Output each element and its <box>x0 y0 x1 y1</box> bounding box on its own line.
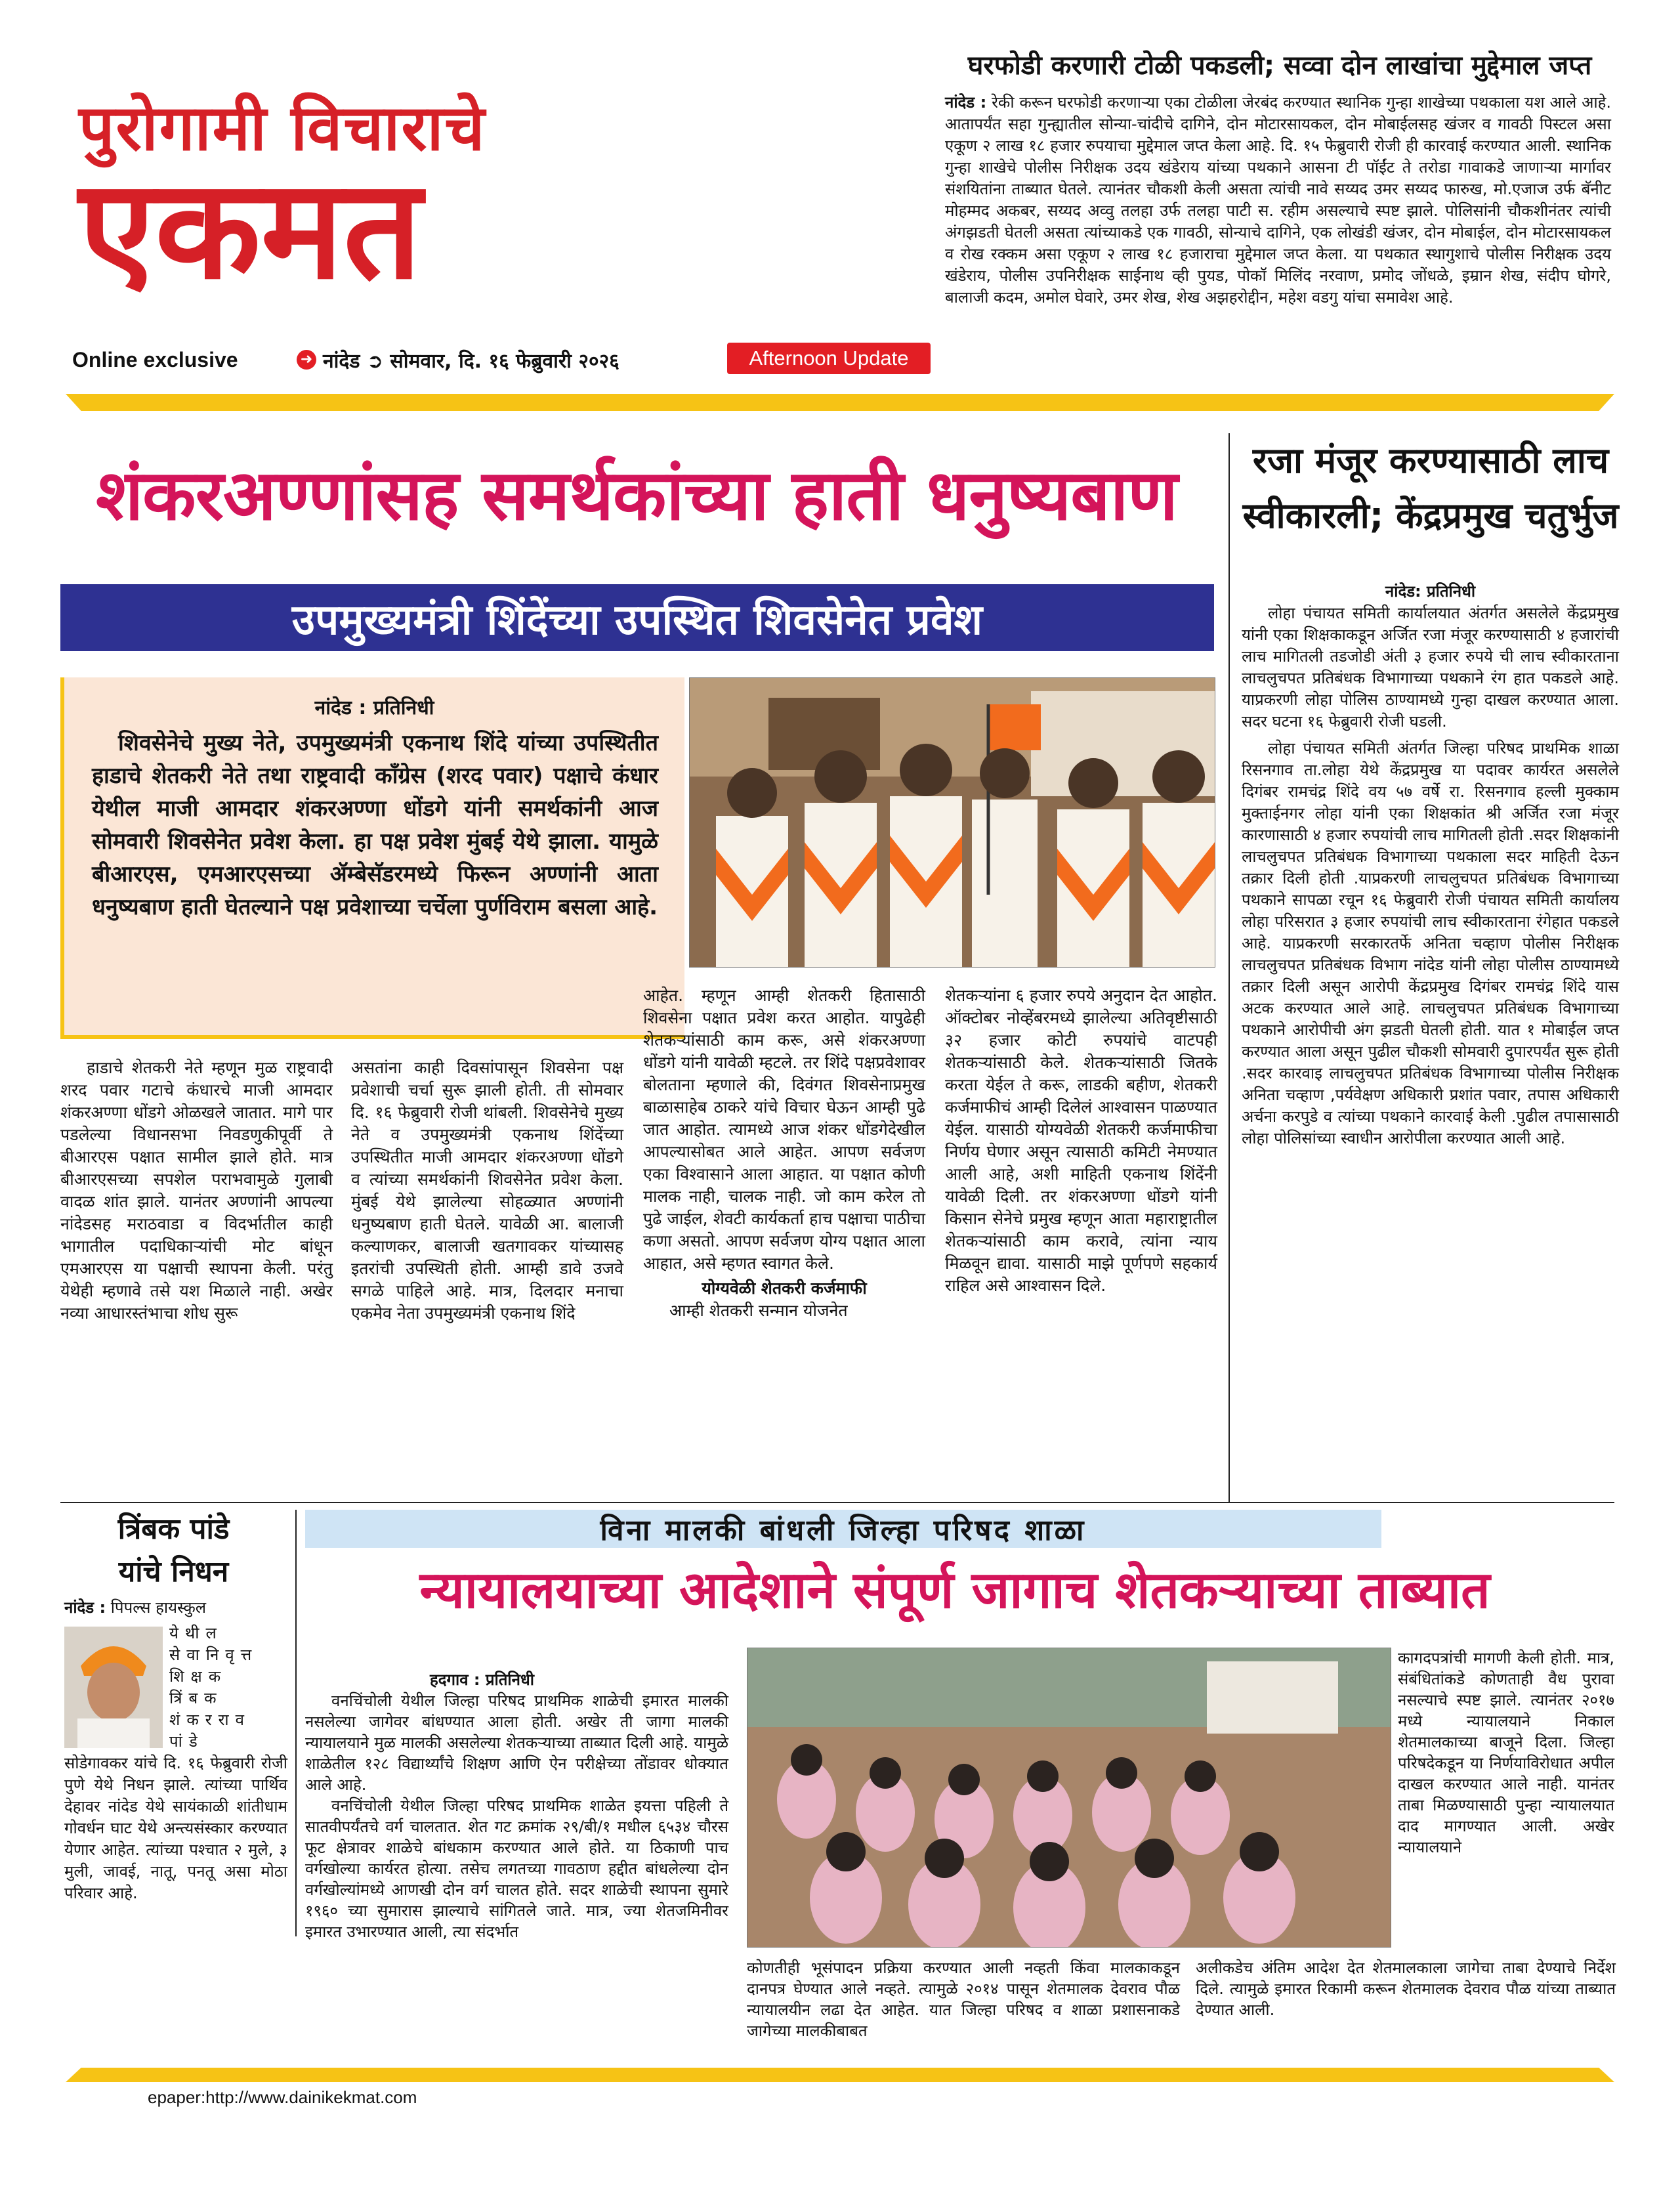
top-story-headline: घरफोडी करणारी टोळी पकडली; सव्वा दोन लाखांचा मुद्देमाल जप्त <box>967 51 1592 81</box>
obituary-body <box>64 1753 287 1904</box>
school-kicker-bar <box>305 1510 1381 1548</box>
bribe-byline: नांदेड: प्रतिनिधी <box>1385 582 1476 601</box>
lead-byline: नांदेड : प्रतिनिधी <box>314 696 434 719</box>
school-col-bottom-right <box>1196 1957 1616 2020</box>
school-col-mid <box>747 1957 1180 2041</box>
school-body-2: वनचिंचोली येथील जिल्हा परिषद प्राथमिक शाळेत इयत्ता पहिली ते सातवीपर्यंतचे वर्ग चालतात. शेत गट क्रमांक २९/बी/१ मधील ६५३४ चौरस फूट क्षेत्रावर शाळेचे बांधकाम करण्यात आले होते. या ठिकाणी पाच वर्गखोल्या कार्यरत होत्या. तसेच लगतच्या गावठाण हद्दीत बांधलेल्या दोन वर्गखोल्यांमध्ये आणखी दोन वर्ग चालत होते. सदर शाळेची स्थापना सुमारे १९६० च्या सुमारास झाल्याचे सांगितले जाते. मात्र, ज्या शेतजमिनीवर इमारत उभारण्यात आली, त्या संदर्भात <box>305 1797 728 1941</box>
lead-subheadline-bar <box>60 584 1214 651</box>
school-col-left <box>305 1669 728 1942</box>
lead-subheadline: उपमुख्यमंत्री शिंदेंच्या उपस्थित शिवसेनेत प्रवेश <box>291 595 983 645</box>
lead-col-1 <box>60 1057 333 1325</box>
school-col-right <box>1398 1648 1614 1858</box>
top-story-dateline: नांदेड : <box>945 93 987 112</box>
dateline-row <box>297 347 620 373</box>
afternoon-update-badge <box>727 343 931 374</box>
lead-col-3-text: आहेत. म्हणून आम्ही शेतकरी हितासाठी शिवसेना पक्षात प्रवेश करत आहोत. यापुढेही शेतकऱ्यांसाठी काम करू, असे शंकरअण्णा धोंडगे यांनी यावेळी म्हटले. तर शिंदे पक्षप्रवेशावर बोलताना म्हणाले की, दिवंगत शिवसेनाप्रमुख बाळासाहेब ठाकरे यांचे विचार घेऊन आम्ही पुढे जात आहोत. त्यामध्ये आज शंकर धोंडगेदेखील आपल्यासोबत आले आहेत. आपण सर्वजण एका विश्वासाने आला आहात. या पक्षात कोणी मालक नाही, चालक नाही. जो काम करेल तो पुढे जाईल, शेवटी कार्यकर्ता हाच पक्षाचा पाठीचा कणा असतो. आपण सर्वजण योग्य पक्षात आला आहात, असे म्हणत स्वागत केले. <box>643 986 925 1273</box>
lead-col-4 <box>945 985 1217 1297</box>
obituary-headline-1: त्रिंबक पांडे <box>117 1512 230 1546</box>
obituary-photo <box>64 1627 163 1748</box>
obituary-side-text: येथील सेवानिवृत्त शिक्षक त्रिंबक शंकरराव पांडे <box>169 1624 259 1751</box>
lead-photo <box>689 677 1215 968</box>
column-rule-right <box>1228 433 1230 1503</box>
arrow-right-circle-icon: ➜ <box>297 350 316 370</box>
lead-col-3-tail: आम्ही शेतकरी सन्मान योजनेत <box>669 1301 848 1320</box>
obituary-lead-text: पिपल्स हायस्कुल <box>110 1598 207 1617</box>
online-exclusive-label: Online exclusive <box>72 348 238 372</box>
school-kicker: विना मालकी बांधली जिल्हा परिषद शाळा <box>600 1514 1087 1547</box>
school-byline: हदगाव : प्रतिनिधी <box>430 1671 534 1689</box>
afternoon-update-label: Afternoon Update <box>749 347 909 370</box>
top-story-body <box>945 92 1611 309</box>
section-rule <box>60 1502 1614 1503</box>
yellow-divider-bottom <box>66 2068 1614 2082</box>
obituary-body-text: सोडेगावकर यांचे दि. १६ फेब्रुवारी रोजी पुणे येथे निधन झाले. त्यांच्या पार्थिव देहावर नांदेड येथे सायंकाळी शांतीधाम गोवर्धन घाट येथे अन्त्यसंस्कार करण्यात येणार आहेत. त्यांच्या पश्चात २ मुले, ३ मुली, जावई, नातू, पनतू असा मोठा परिवार आहे. <box>64 1754 287 1902</box>
lead-col-1-text: हाडाचे शेतकरी नेते म्हणून मुळ राष्ट्रवादी शरद पवार गटाचे कंधारचे माजी आमदार शंकरअण्णा धोंडगे ओळखले जातात. मागे पार पडलेल्या विधानसभा निवडणुकीपूर्वी ते बीआरएस पक्षात सामील झाले होते. मात्र बीआरएसच्या सपशेल पराभवामुळे गुलाबी वादळ शांत झाले. यानंतर अण्णांनी आपल्या नांदेडसह मराठवाडा व विदर्भातील काही भागातील पदाधिकाऱ्यांची मोट बांधून एमआरएस या पक्षाची स्थापना केली. परंतु येथेही म्हणावे तसे यश मिळाले नाही. अखेर नव्या आधारस्तंभाचा शोध सुरू <box>60 1058 333 1323</box>
lead-headline: शंकरअण्णांसह समर्थकांच्या हाती धनुष्यबाण <box>96 455 1177 536</box>
masthead-logo: एकमत <box>79 149 422 310</box>
lead-intro-text: शिवसेनेचे मुख्य नेते, उपमुख्यमंत्री एकनाथ शिंदे यांच्या उपस्थितीत हाडाचे शेतकरी नेते तथा राष्ट्रवादी कॉंग्रेस (शरद पवार) पक्षाचे कंधार येथील माजी आमदार शंकरअण्णा धोंडगे यांनी समर्थकांनी आज सोमवारी शिवसेनेत प्रवेश केला. हा पक्ष प्रवेश मुंबई येथे झाला. यामुळे बीआरएस, एमआरएसच्या ॲम्बेसॅडरमध्ये फिरून अण्णांनी आता धनुष्यबाण हाती घेतल्याने पक्ष प्रवेशाच्या चर्चेला पुर्णविराम बसला आहे. <box>92 730 658 920</box>
school-headline: न्यायालयाच्या आदेशाने संपूर्ण जागाच शेतकऱ्याच्या ताब्यात <box>419 1561 1490 1620</box>
school-photo <box>747 1648 1391 1948</box>
school-col-mid-text: कोणतीही भूसंपादन प्रक्रिया करण्यात आली नव्हती किंवा मालकाकडून दानपत्र घेण्यात आले नव्हते. त्यामुळे २०१४ पासून शेतमालक देवराव पौळ न्यायालयीन लढा देत आहेत. यात जिल्हा परिषद व शाळा प्रशासनाकडे जागेच्या मालकीबाबत <box>747 1959 1180 2040</box>
obituary-dateline: नांदेड : <box>64 1598 106 1617</box>
epaper-link[interactable]: epaper:http://www.dainikekmat.com <box>148 2087 417 2107</box>
lead-col-3-subhead: योग्यवेळी शेतकरी कर्जमाफी <box>702 1279 867 1298</box>
lead-col-2-text: असतांना काही दिवसांपासून शिवसेना पक्ष प्रवेशाची चर्चा सुरू झाली होती. ती सोमवार दि. १६ फेब्रुवारी रोजी थांबली. शिवसेनेचे मुख्य नेते व उपमुख्यमंत्री एकनाथ शिंदेंच्या उपस्थितीत माजी आमदार शंकरअण्णा धोंडगे व त्यांच्या समर्थकांनी शिवसेनेत प्रवेश केला. मुंबई येथे झालेल्या सोहळ्यात अण्णांनी धनुष्यबाण हाती घेतले. यावेळी आ. बालाजी कल्याणकर, बालाजी खतगावकर यांच्यासह इतरांची उपस्थिती होती. आम्ही डावे उजवे सगळे पाहिले आहे. मात्र, दिलदार मनाचा एकमेव नेता उपमुख्यमंत्री एकनाथ शिंदे <box>351 1058 623 1323</box>
obituary-side <box>169 1623 287 1753</box>
lead-col-2 <box>351 1057 623 1325</box>
bribe-headline: रजा मंजूर करण्यासाठी लाच स्वीकारली; केंद्रप्रमुख चतुर्भुज <box>1242 440 1619 536</box>
lead-col-4-text: शेतकऱ्यांना ६ हजार रुपये अनुदान देत आहोत. ऑक्टोबर नोव्हेंबरमध्ये झालेल्या अतिवृष्टीसाठी ३२ हजार कोटी रुपयांचे वाटपही शेतकऱ्यांसाठी केले. शेतकऱ्यांसाठी जितके करता येईल ते करू, लाडकी बहीण, शेतकरी कर्जमाफीचं आम्ही दिलेलं आश्वासन पाळण्यात येईल. यासाठी योग्यवेळी शेतकरी कर्जमाफीचा निर्णय घेणार असून त्यासाठी कमिटी नेमण्यात आली आहे, अशी माहिती एकनाथ शिंदेंनी यावेळी दिली. तर शंकरअण्णा धोंडगे यांनी किसान सेनेचे प्रमुख म्हणून आता महाराष्ट्रातील शेतकऱ्यांसाठी काम करावे, त्यांना न्याय मिळवून द्यावा. यासाठी माझे पूर्णपणे सहकार्य राहिल असे आश्वासन दिले. <box>945 986 1217 1295</box>
masthead-tagline: पुरोगामी विचाराचे <box>79 91 486 165</box>
school-col-right-text: कागदपत्रांची मागणी केली होती. मात्र, संबंधितांकडे कोणताही वैध पुरावा नसल्याचे स्पष्ट झाले. त्यानंतर २०१७ मध्ये न्यायालयाने निकाल शेतमालकाच्या बाजूने दिला. जिल्हा परिषदेकडून या निर्णयाविरोधात अपील दाखल करण्यात आले नाही. यानंतर ताबा मिळण्यासाठी पुन्हा न्यायालयात दाद मागण्यात आली. अखेर न्यायालयाने <box>1398 1649 1614 1856</box>
obituary-lead <box>64 1596 287 1619</box>
yellow-divider-top <box>66 394 1614 411</box>
obituary-headline-2: यांचे निधन <box>118 1555 229 1589</box>
bribe-body-2: लोहा पंचायत समिती अंतर्गत जिल्हा परिषद प्राथमिक शाळा रिसनगाव ता.लोहा येथे केंद्रप्रमुख या पदावर कार्यरत असलेले दिगंबर रामचंद्र शिंदे वय ५७ वर्षे रा. रिसनगाव हल्ली मुक्काम मुक्ताईनगर लोहा यांनी एका शिक्षकांत श्री अर्जित रजा मंजूर कारणासाठी ४ हजार रुपयांची लाच मागितली होती .सदर शिक्षकांनी लाचलुचपत प्रतिबंधक विभागाच्या पथकाला सदर माहिती देऊन तक्रार दिली होती .याप्रकरणी लाचलुचपत प्रतिबंधक विभागाच्या पथकाने सापळा रचून १६ फेब्रुवारी रोजी पंचायत समिती कार्यालय लोहा परिसरात ३ हजार रुपयांची लाच स्वीकारताना रंगेहात पकडले आहे. याप्रकरणी सरकारतर्फे अनिता चव्हाण पोलीस निरीक्षक लाचलुचपत प्रतिबंधक विभाग नांदेड यांनी लोहा पोलीस ठाण्यामध्ये तक्रार दिली असून आरोपी केंद्रप्रमुख दिगंबर रामचंद्र शिंदे यास अटक करण्यात आले आहे. लाचलुचपत प्रतिबंधक विभागाच्या पथकाने आरोपीची अंग झडती घेतली होती. यात १ मोबाईल जप्त करण्यात आला असून पुढील चौकशी सोमवारी दुपारपर्यंत सुरू होती .सदर कारवाइ लाचलुचपत प्रतिबंधक विभागाच्या पोलीस निरीक्षक अनिता चव्हाण ,पर्यवेक्षण अधिकारी प्रशांत पवार, तपास अधिकारी अर्चना करपुडे व त्यांच्या पथकाने कारवाई केली .पुढील तपासासाठी लोहा पोलिसांच्या स्वाधीन आरोपीला करण्यात आली आहे. <box>1242 739 1619 1147</box>
school-col-bottom-right-text: अलीकडेच अंतिम आदेश देत शेतमालकाला जागेचा ताबा देण्याचे निर्देश दिले. त्यामुळे इमारत रिकामी करून शेतमालक देवराव पौळ यांच्या ताब्यात देण्यात आली. <box>1196 1959 1616 2019</box>
bribe-body-1: लोहा पंचायत समिती कार्यालयात अंतर्गत असलेले केंद्रप्रमुख यांनी एका शिक्षकाकडून अर्जित रजा मंजूर करण्यासाठी ४ हजारांची लाच मागितली तडजोडी अंती ३ हजार रुपये ची लाच स्वीकारताना लाचलुचपत प्रतिबंधक विभागाच्या पथकाने रंग हात पकडले आहे. याप्रकरणी लोहा पोलिस ठाण्यामध्ये गुन्हा दाखल करण्यात आला. सदर घटना १६ फेब्रुवारी रोजी घडली. <box>1242 604 1619 731</box>
dateline: नांदेड ➲ सोमवार, दि. १६ फेब्रुवारी २०२६ <box>323 349 620 373</box>
school-body-1: वनचिंचोली येथील जिल्हा परिषद प्राथमिक शाळेची इमारत मालकी नसलेल्या जागेवर बांधण्यात आला होती. अखेर ती जागा मालकी न्यायालयाने मुळ मालकी असलेल्या शेतकऱ्याच्या ताब्यात दिली आहे. यामुळे शाळेतील १२८ विद्यार्थ्यांचे शिक्षण आणि ऐन परीक्षेच्या तोंडावर धोक्यात आले आहे. <box>305 1692 728 1794</box>
bribe-body <box>1242 581 1619 1149</box>
top-story-text: रेकी करून घरफोडी करणाऱ्या एका टोळीला जेरबंद करण्यात स्थानिक गुन्हा शाखेच्या पथकाला यश आले आहे. आतापर्यंत सहा गुन्ह्यातील सोन्या-चांदीचे दागिने, दोन मोटारसायकल, दोन मोबाईलसह खंजर व गावठी पिस्टल असा एकूण २ लाख १८ हजार रुपयाचा मुद्देमाल जप्त केला आहे. दि. १५ फेब्रुवारी रोजी ही कारवाई करण्यात आली. स्थानिक गुन्हा शाखेचे पोलीस निरीक्षक उदय खंडेराय यांच्या पथकाने आसना टी पॉईंट ते तरोडा गावाकडे जाणाऱ्या मार्गावर संशयितांना ताब्यात घेतले. त्यानंतर चौकशी केली असता त्यांची नावे सय्यद उमर सय्यद फारुख, मो.एजाज उर्फ बॅनीट मोहम्मद अकबर, सय्यद अव्वु तलहा उर्फ तलहा पाटी स. रहीम असल्याचे स्पष्ट झाले. पोलिसांनी चौकशीनंतर त्यांची अंगझडती घेतली असता त्यांच्याकडे एक गावठी, सोन्याचे दागिने, एक लोखंडी खंजर, दोन मोबाईल, दोन मोटारसायकल व रोख रक्कम असा एकूण २ लाख १८ हजाराचा मुद्देमाल जप्त केला. या पथकात स्थागुशाचे पोलीस निरीक्षक उदय खंडेराय, पोलीस उपनिरीक्षक साईनाथ व्ही पुयड, पोकॉ मिलिंद नरवाण, प्रमोद जोंधळे, इम्रान शेख, संदीप घोगरे, बालाजी कदम, अमोल घेवारे, उमर शेख, शेख अझहरोद्दीन, महेश वडगु यांचा समावेश आहे. <box>945 93 1611 307</box>
lead-intro-box <box>60 677 684 1039</box>
lead-col-3 <box>643 985 925 1322</box>
